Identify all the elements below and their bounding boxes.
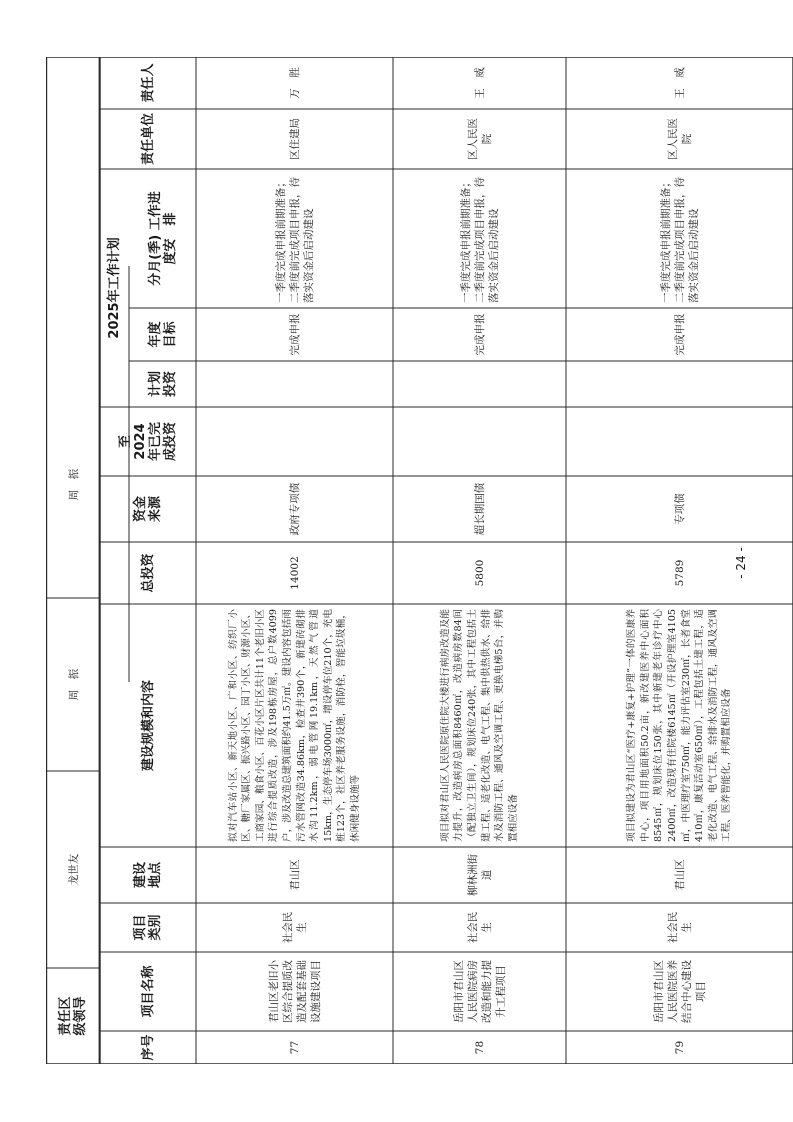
row-78-unit: 区人民医院 (466, 118, 493, 160)
row-78-seq: 78 (473, 1040, 486, 1055)
header-planned-investment: 计划投资 (147, 371, 178, 398)
row-79-total: 5789 (673, 559, 686, 587)
row-77-fund: 政府专项债 (288, 482, 301, 536)
row-78-completed (393, 407, 566, 476)
row-77-category: 社会民生 (281, 911, 308, 944)
row-77-content: 拟对汽车站小区、新天地小区、广和小区、纺织厂小区、糖厂家属区、振兴路小区、园丁小区、财源小区、工商家园、粮食小区、百花小区片区共计11个老旧小区进行综合提质改造，涉及198栋房屋，总户数4099户，涉及改造总建筑面积约41.5万㎡。建设内容包括雨污水管网改造34.86km，检查井390个，新建砖砌排水沟11.2km，弱电管网19.1km，天然气管道15km，生态停车场3000㎡，增设停车位210个，充电桩123个，社区养老服务设施，消防栓，智能垃圾桶，休闲健身设施等 (227, 609, 361, 842)
header-total-investment: 总投资 (140, 553, 156, 593)
header-plan-2025: 2025年工作计划 (107, 237, 122, 339)
row-78-location: 柳林洲街道 (466, 854, 493, 896)
header-seq: 序号 (140, 1034, 156, 1061)
header-leader: 责任区级领导 (58, 996, 88, 1036)
row-78-name: 岳阳市君山区人民医院病房改造和能力提升工程项目 (452, 960, 507, 1023)
row-79-goal: 完成申报 (673, 313, 686, 356)
row-78-person: 王 威 (473, 67, 486, 99)
leader-column (46, 57, 100, 1064)
header-fund-source: 资金来源 (133, 496, 163, 523)
header-project-name: 项目名称 (140, 965, 156, 1018)
header-responsible-person: 责任人 (140, 63, 156, 103)
header-annual-goal: 年度目标 (147, 321, 178, 348)
row-77-name: 君山区老旧小区综合提质改造及配套基础设施建设项目 (267, 960, 322, 1023)
row-79-leader: 周 振 (67, 468, 80, 501)
row-78-goal: 完成申报 (473, 313, 486, 356)
row-77-unit: 区住建局 (288, 118, 301, 160)
header-category: 项目类别 (133, 914, 163, 941)
header-schedule: 分月(季) 工作进度安 排 (147, 191, 178, 286)
row-78-category: 社会民生 (466, 911, 493, 944)
row-78-total: 5800 (473, 559, 486, 587)
header-location: 建设地点 (133, 862, 163, 889)
row-77-leader: 龙世友 (67, 853, 80, 886)
row-77-total: 14002 (288, 556, 301, 590)
row-79-name: 岳阳市君山区人民医院医养结合中心建设项目 (652, 960, 707, 1023)
row-79-content: 项目拟建设为君山区“医疗+康复+护理”一体的医康养中心，项目用地面积50.2亩，新改建医养中心面积8545㎡，规划床位150张，其中新建老年诊疗中心2400㎡，改造现有住院楼6145㎡（开设护理室4105㎡，中医理疗室750㎡，能力评估室230㎡，长者食堂410㎡，康复活动室650㎡），工程包括土建工程，适老化改造、电气工程、给排水及消防工程，通风及空调工程、医养智能化，并购置相应设备 (626, 609, 733, 842)
row-79-schedule: 一季度完成申报前期准备；二季度前完成项目申报，待落实资金后启动建设 (659, 177, 700, 303)
row-77-location: 君山区 (288, 859, 301, 891)
row-78-leader: 周 振 (67, 668, 80, 701)
row-79-category: 社会民生 (666, 911, 693, 944)
header-responsible-unit: 责任单位 (140, 113, 156, 166)
row-79-fund: 专项债 (673, 493, 686, 525)
row-77-schedule: 一季度完成申报前期准备；二季度前完成项目申报，待落实资金后启动建设 (274, 177, 315, 303)
row-77-goal: 完成申报 (288, 313, 301, 356)
row-77-seq: 77 (288, 1040, 301, 1055)
row-79-completed (566, 407, 793, 476)
row-79-seq: 79 (673, 1040, 686, 1055)
header-content: 建设规模和内容 (140, 680, 156, 772)
header-completed-investment: 至2024年已完成投资 (118, 422, 178, 462)
row-78-content: 项目拟对君山区人民医院原住院大楼进行病房改造及能力提升，改造病房总面积8460㎡，改造病房数84间（配独立卫生间），规划床位240张，其中工程包括土建工程、适老化改造、电气工程、集中供热供水、给排水及消防工程、通风及空调工程、更换电梯5台，并购置相应设备 (439, 609, 519, 842)
row-77-completed (196, 407, 393, 476)
page-number: - 24 - (734, 547, 748, 579)
row-78-planned (393, 361, 566, 407)
row-77-person: 万 胜 (288, 67, 301, 99)
row-79-location: 君山区 (673, 859, 686, 891)
row-78-schedule: 一季度完成申报前期准备；二季度前完成项目申报，待落实资金后启动建设 (459, 177, 500, 303)
row-79-planned (566, 361, 793, 407)
row-78-fund: 超长期国债 (473, 482, 486, 536)
row-79-unit: 区人民医院 (666, 118, 693, 160)
row-77-planned (196, 361, 393, 407)
row-79-person: 王 威 (673, 67, 686, 99)
project-table (100, 57, 793, 1064)
